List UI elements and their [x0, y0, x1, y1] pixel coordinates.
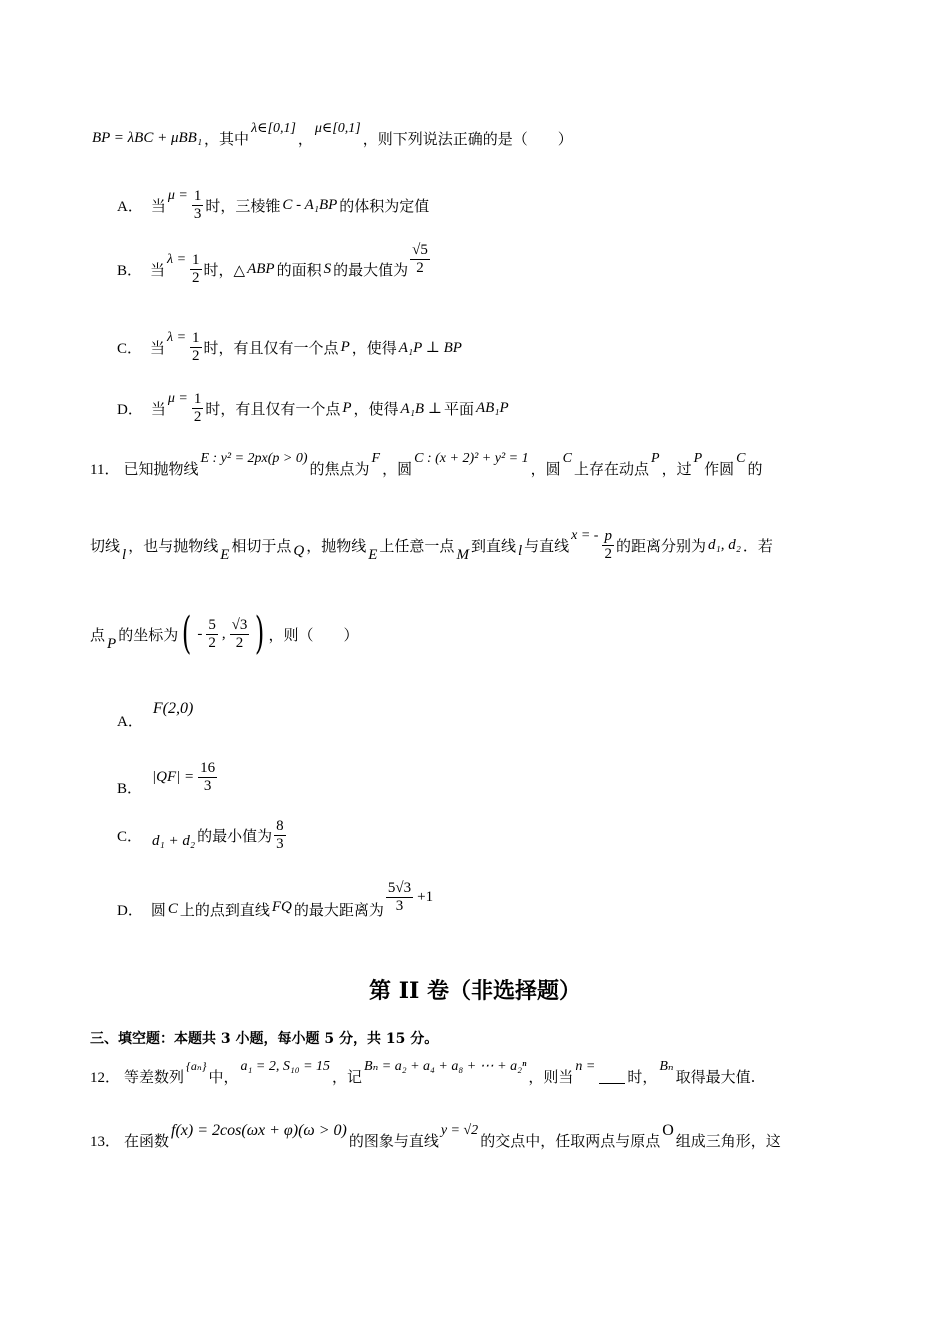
fraction: $\frac{8}{3}$	[276, 818, 284, 852]
q11-option-d: D． 圆 C 上的点到直线 FQ 的最大距离为 $\frac{5√3}{3}$ +1	[117, 880, 434, 919]
answer-blank[interactable]	[599, 1069, 625, 1084]
fraction: $\frac{1}{2}$	[192, 330, 200, 364]
q10-lambda-range: λ∈[0,1]	[251, 121, 296, 136]
q10-question: ，则下列说法正确的是（ ）	[362, 130, 573, 148]
q11-stem-line-2: 切线 l ，也与抛物线 E 相切于点 Q ，抛物线 E 上任意一点 M 到直线 l 与直线 x = - $\frac{p}{2}$ 的距离分别为 d₁, d₂ ．若	[90, 527, 773, 563]
q10-option-a: A． 当 μ = $\frac{1}{3}$ 时，三棱锥 C - A₁BP 的体积为定值	[117, 187, 430, 222]
section-title: 第 II 卷（非选择题）	[369, 978, 581, 1004]
fraction: $\frac{√5}{2}$	[412, 242, 428, 276]
q10-option-d: D． 当 μ = $\frac{1}{2}$ 时，有且仅有一个点 P ，使得 A₁B ⊥ 平面 AB₁P	[117, 390, 509, 425]
coordinate-pair: ( - $\frac{5}{2}$ , $\frac{√3}{2}$ )	[182, 608, 265, 659]
q11-option-a: A． F(2,0)	[117, 699, 194, 730]
q10-vector-expr: BP = λBC + μBB₁	[92, 130, 203, 146]
q11-option-b: B． |QF| = $\frac{16}{3}$	[117, 760, 216, 797]
q10-mu-range: μ∈[0,1]	[314, 121, 361, 136]
fraction: $\frac{5√3}{3}$	[387, 880, 412, 914]
q12-stem: 12． 等差数列 {aₙ} 中， a₁ = 2, S₁₀ = 15 ，记 Bₙ = a₂ + a₄ + a₈ + ⋯ + a₂ⁿ ，则当 n = 时， Bₙ 取得最大值.	[90, 1058, 756, 1086]
q10-option-c: C． 当 λ = $\frac{1}{2}$ 时，有且仅有一个点 P ，使得 A₁P ⊥ BP	[117, 329, 462, 364]
fraction: $\frac{1}{3}$	[193, 188, 202, 222]
q10-option-b: B． 当 λ = $\frac{1}{2}$ 时，△ ABP 的面积 S 的最大值为 $\frac{√5}{2}$	[117, 242, 428, 286]
q11-stem-line-3: 点 P 的坐标为 ( - $\frac{5}{2}$ , $\frac{√3}{2}$ ) ，则（ ）	[90, 608, 359, 659]
q11-stem-line-1: 11． 已知抛物线 E : y² = 2px(p > 0) 的焦点为 F ，圆 C : (x + 2)² + y² = 1 ，圆 C 上存在动点 P ，过 P 作圆 C 的	[90, 450, 763, 478]
part-heading: 三、填空题：本题共 3 小题，每小题 5 分，共 15 分。	[90, 1031, 439, 1047]
fraction: $\frac{p}{2}$	[604, 528, 612, 562]
fraction: $\frac{1}{2}$	[193, 391, 202, 425]
fraction: $\frac{16}{3}$	[200, 760, 216, 794]
q10-condition-line: BP = λBC + μBB₁ ，其中 λ∈[0,1] ， μ∈[0,1] ，则下列说法正确的是（ ）	[92, 121, 573, 148]
q11-option-c: C． d₁ + d₂ 的最小值为 $\frac{8}{3}$	[117, 818, 284, 852]
question-number: 11．	[90, 462, 120, 478]
question-number: 12．	[90, 1070, 121, 1086]
question-number: 13．	[90, 1134, 121, 1150]
fraction: $\frac{1}{2}$	[192, 252, 200, 286]
q13-stem: 13． 在函数 f(x) = 2cos(ωx + φ)(ω > 0) 的图象与直线 y = √2 的交点中，任取两点与原点 O 组成三角形，这	[90, 1121, 781, 1150]
